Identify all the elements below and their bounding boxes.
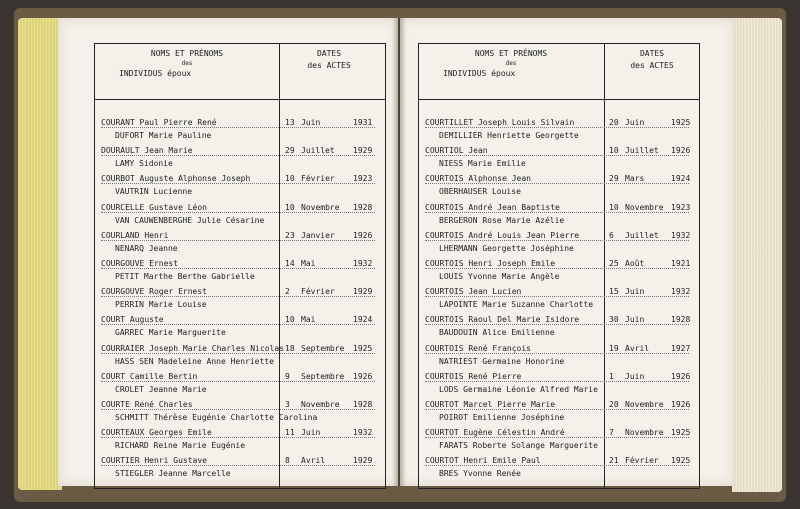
act-day: 10 bbox=[609, 146, 619, 156]
bride-name: CROLET Jeanne Marie bbox=[115, 384, 207, 394]
act-month: Juin bbox=[625, 287, 645, 297]
register-entry bbox=[419, 117, 699, 143]
register-entry bbox=[95, 202, 385, 228]
bride-name: DUFORT Marie Pauline bbox=[115, 131, 212, 140]
register-entry bbox=[95, 399, 385, 425]
register-entry bbox=[419, 314, 699, 340]
bride-name: NATRIEST Germaine Honorine bbox=[439, 356, 565, 366]
act-year: 1932 bbox=[671, 230, 691, 240]
header-rule bbox=[419, 99, 699, 100]
act-month: Avril bbox=[301, 456, 326, 466]
entry-underline bbox=[425, 437, 689, 438]
act-year: 1928 bbox=[671, 315, 691, 325]
act-day: 19 bbox=[609, 343, 619, 353]
entry-underline bbox=[101, 183, 375, 184]
groom-name: COURTOIS Jean Lucien bbox=[425, 287, 522, 297]
entry-underline bbox=[425, 465, 689, 466]
register-entry bbox=[419, 343, 699, 369]
groom-name: COURTIOL Jean bbox=[425, 146, 488, 156]
act-day: 13 bbox=[285, 118, 295, 127]
register-entry bbox=[95, 145, 385, 171]
groom-name: COURTILLET Joseph Louis Silvain bbox=[425, 118, 575, 127]
entry-underline bbox=[425, 127, 689, 128]
act-day: 10 bbox=[285, 202, 295, 212]
register-entry bbox=[95, 314, 385, 340]
act-year: 1923 bbox=[671, 202, 691, 212]
right-page bbox=[400, 18, 734, 486]
register-entry bbox=[419, 258, 699, 284]
act-month: Juin bbox=[301, 428, 321, 438]
register-entry bbox=[419, 173, 699, 199]
act-day: 10 bbox=[285, 315, 295, 325]
entry-underline bbox=[101, 324, 375, 325]
act-year: 1932 bbox=[671, 287, 691, 297]
register-entry bbox=[419, 202, 699, 228]
groom-name: COURRAIER Joseph Marie Charles Nicolas bbox=[101, 343, 285, 353]
act-year: 1926 bbox=[671, 400, 691, 409]
act-year: 1926 bbox=[671, 371, 691, 381]
bride-name: HASS SEN Madeleine Anne Henriette bbox=[115, 356, 274, 366]
act-year: 1932 bbox=[353, 259, 373, 268]
act-month: Avril bbox=[625, 343, 650, 353]
right-page-edges bbox=[732, 18, 782, 492]
groom-name: COURCELLE Gustave Léon bbox=[101, 202, 207, 212]
act-month: Juin bbox=[301, 118, 321, 127]
groom-name: COURTOIS René Pierre bbox=[425, 371, 522, 381]
bride-name: SCHMITT Thérèse Eugénie Charlotte Carolina bbox=[115, 413, 318, 422]
names-header-title: NOMS ET PRÉNOMS bbox=[150, 49, 224, 58]
act-month: Février bbox=[625, 456, 659, 466]
entry-underline bbox=[101, 465, 375, 466]
act-year: 1921 bbox=[671, 259, 691, 268]
act-year: 1926 bbox=[353, 371, 373, 381]
act-year: 1924 bbox=[671, 174, 691, 184]
act-day: 9 bbox=[285, 371, 290, 381]
act-year: 1925 bbox=[671, 456, 691, 466]
left-page bbox=[58, 18, 398, 486]
register-entry bbox=[419, 145, 699, 171]
entry-underline bbox=[425, 409, 689, 410]
register-entry bbox=[419, 427, 699, 453]
act-month: Mars bbox=[625, 174, 645, 184]
act-day: 10 bbox=[285, 174, 295, 184]
bride-name: LAPOINTE Marie Suzanne Charlotte bbox=[439, 300, 594, 310]
groom-name: COURTOIS René François bbox=[425, 343, 531, 353]
act-day: 29 bbox=[285, 146, 295, 156]
bride-name: LODS Germaine Léonie Alfred Marie bbox=[439, 384, 598, 394]
act-year: 1928 bbox=[353, 202, 373, 212]
header-rule bbox=[95, 99, 385, 100]
groom-name: COURTOIS Henri Joseph Emile bbox=[425, 259, 556, 268]
groom-name: COURGOUVE Ernest bbox=[101, 259, 179, 268]
entry-underline bbox=[101, 437, 375, 438]
entry-underline bbox=[425, 296, 689, 297]
entry-underline bbox=[425, 183, 689, 184]
act-day: 25 bbox=[609, 259, 619, 268]
act-day: 6 bbox=[609, 230, 614, 240]
act-day: 1 bbox=[609, 371, 614, 381]
entry-underline bbox=[101, 127, 375, 128]
entry-underline bbox=[101, 353, 375, 354]
bride-name: STIEGLER Jeanne Marcelle bbox=[115, 469, 231, 479]
register-entry bbox=[95, 427, 385, 453]
act-year: 1925 bbox=[671, 118, 691, 127]
act-day: 8 bbox=[285, 456, 290, 466]
register-entry bbox=[95, 258, 385, 284]
act-day: 21 bbox=[609, 456, 619, 466]
act-month: Février bbox=[301, 287, 335, 297]
act-day: 11 bbox=[285, 428, 295, 438]
dates-column-header bbox=[281, 48, 377, 72]
act-year: 1924 bbox=[353, 315, 373, 325]
act-year: 1931 bbox=[353, 118, 373, 127]
entry-underline bbox=[425, 324, 689, 325]
entry-underline bbox=[101, 212, 375, 213]
act-month: Septembre bbox=[301, 371, 345, 381]
act-day: 18 bbox=[285, 343, 295, 353]
bride-name: GARREC Marie Marguerite bbox=[115, 328, 226, 338]
bride-name: LAMY Sidonie bbox=[115, 159, 173, 169]
register-entry bbox=[95, 371, 385, 397]
act-day: 23 bbox=[285, 230, 295, 240]
act-month: Juin bbox=[625, 371, 645, 381]
act-year: 1929 bbox=[353, 146, 373, 156]
act-day: 10 bbox=[609, 202, 619, 212]
act-month: Novembre bbox=[625, 428, 664, 438]
act-month: Août bbox=[625, 259, 645, 268]
act-day: 20 bbox=[609, 118, 619, 127]
register-entry bbox=[419, 455, 699, 481]
register-entry bbox=[95, 117, 385, 143]
names-header-des: des bbox=[181, 60, 193, 67]
act-year: 1927 bbox=[671, 343, 691, 353]
dates-header-title: DATES bbox=[316, 49, 342, 58]
act-month: Juillet bbox=[625, 230, 659, 240]
act-month: Février bbox=[301, 174, 335, 184]
entry-underline bbox=[101, 240, 375, 241]
right-register-table bbox=[418, 43, 700, 489]
act-day: 3 bbox=[285, 400, 290, 409]
act-month: Juillet bbox=[625, 146, 659, 156]
entry-underline bbox=[101, 409, 375, 410]
book-gutter bbox=[392, 18, 406, 486]
act-year: 1925 bbox=[353, 343, 373, 353]
names-header-des: des bbox=[505, 60, 517, 67]
names-header-sub: INDIVIDUS époux bbox=[443, 69, 516, 78]
register-entry bbox=[95, 230, 385, 256]
names-header-title: NOMS ET PRÉNOMS bbox=[474, 49, 548, 58]
groom-name: COURLAND Henri bbox=[101, 230, 169, 240]
register-entry bbox=[419, 399, 699, 425]
groom-name: COURTOT Henri Emile Paul bbox=[425, 456, 541, 466]
act-month: Janvier bbox=[301, 230, 335, 240]
act-month: Novembre bbox=[301, 202, 340, 212]
act-month: Juillet bbox=[301, 146, 335, 156]
entry-underline bbox=[425, 381, 689, 382]
dates-header-sub: des ACTES bbox=[307, 61, 351, 70]
act-year: 1932 bbox=[353, 428, 373, 438]
entry-underline bbox=[101, 155, 375, 156]
act-year: 1928 bbox=[353, 400, 373, 409]
register-entry bbox=[95, 343, 385, 369]
act-year: 1929 bbox=[353, 456, 373, 466]
act-month: Novembre bbox=[301, 400, 340, 409]
act-year: 1926 bbox=[353, 230, 373, 240]
names-header-sub: INDIVIDUS époux bbox=[119, 69, 192, 78]
groom-name: COURBOT Auguste Alphonse Joseph bbox=[101, 174, 251, 184]
act-month: Juin bbox=[625, 118, 645, 127]
bride-name: BAUDOUIN Alice Emilienne bbox=[439, 328, 555, 338]
left-register-table bbox=[94, 43, 386, 489]
act-day: 2 bbox=[285, 287, 290, 297]
act-month: Septembre bbox=[301, 343, 345, 353]
groom-name: COURANT Paul Pierre René bbox=[101, 118, 217, 127]
names-column-header bbox=[419, 48, 603, 80]
act-day: 20 bbox=[609, 400, 619, 409]
bride-name: PETIT Marthe Berthe Gabrielle bbox=[115, 272, 255, 281]
dates-header-title: DATES bbox=[639, 49, 665, 58]
act-month: Mai bbox=[301, 315, 316, 325]
groom-name: COURTEAUX Georges Emile bbox=[101, 428, 212, 438]
bride-name: RICHARD Reine Marie Eugénie bbox=[115, 441, 246, 451]
entry-underline bbox=[101, 268, 375, 269]
groom-name: COURTOIS Alphonse Jean bbox=[425, 174, 531, 184]
act-day: 14 bbox=[285, 259, 295, 268]
entry-underline bbox=[101, 296, 375, 297]
groom-name: COURT Auguste bbox=[101, 315, 164, 325]
groom-name: COURTIER Henri Gustave bbox=[101, 456, 207, 466]
bride-name: PERRIN Marie Louise bbox=[115, 300, 207, 310]
groom-name: COURTOT Eugène Célestin André bbox=[425, 428, 565, 438]
groom-name: COURGOUVE Roger Ernest bbox=[101, 287, 207, 297]
groom-name: COURTOIS Raoul Del Marie Isidore bbox=[425, 315, 580, 325]
register-entry bbox=[95, 286, 385, 312]
act-day: 29 bbox=[609, 174, 619, 184]
act-year: 1923 bbox=[353, 174, 373, 184]
register-entry bbox=[419, 230, 699, 256]
bride-name: NENARQ Jeanne bbox=[115, 243, 178, 253]
bride-name: DEMILLIER Henriette Georgette bbox=[439, 131, 579, 140]
bride-name: OBERHAUSER Louise bbox=[439, 187, 521, 197]
entry-underline bbox=[425, 353, 689, 354]
entry-underline bbox=[425, 240, 689, 241]
act-day: 15 bbox=[609, 287, 619, 297]
groom-name: COURTOT Marcel Pierre Marie bbox=[425, 400, 556, 409]
act-year: 1925 bbox=[671, 428, 691, 438]
bride-name: FARATS Roberte Solange Marguerite bbox=[439, 441, 598, 451]
groom-name: COURT Camille Bertin bbox=[101, 371, 198, 381]
bride-name: BRES Yvonne Renée bbox=[439, 469, 521, 479]
register-entry bbox=[419, 286, 699, 312]
register-entry bbox=[95, 455, 385, 481]
left-page-edges bbox=[18, 18, 62, 490]
bride-name: VAUTRIN Lucienne bbox=[115, 187, 193, 197]
act-year: 1926 bbox=[671, 146, 691, 156]
dates-column-header bbox=[605, 48, 699, 72]
groom-name: DOURAULT Jean Marie bbox=[101, 146, 193, 156]
names-column-header bbox=[95, 48, 279, 80]
groom-name: COURTE René Charles bbox=[101, 400, 193, 409]
act-day: 7 bbox=[609, 428, 614, 438]
dates-header-sub: des ACTES bbox=[630, 61, 674, 70]
register-entry bbox=[419, 371, 699, 397]
act-day: 30 bbox=[609, 315, 619, 325]
act-year: 1929 bbox=[353, 287, 373, 297]
act-month: Juin bbox=[625, 315, 645, 325]
bride-name: NIESS Marie Emilie bbox=[439, 159, 526, 169]
act-month: Novembre bbox=[625, 202, 664, 212]
bride-name: VAN CAUWENBERGHE Julie Césarine bbox=[115, 215, 265, 225]
entry-underline bbox=[425, 212, 689, 213]
act-month: Novembre bbox=[625, 400, 664, 409]
register-entry bbox=[95, 173, 385, 199]
bride-name: LHERMANN Georgette Joséphine bbox=[439, 243, 574, 253]
entry-underline bbox=[425, 155, 689, 156]
bride-name: LOUIS Yvonne Marie Angèle bbox=[439, 272, 560, 281]
entry-underline bbox=[425, 268, 689, 269]
bride-name: BERGERON Rose Marie Azélie bbox=[439, 215, 565, 225]
bride-name: POIROT Emilienne Joséphine bbox=[439, 413, 565, 422]
groom-name: COURTOIS André Louis Jean Pierre bbox=[425, 230, 580, 240]
act-month: Mai bbox=[301, 259, 316, 268]
entry-underline bbox=[101, 381, 375, 382]
groom-name: COURTOIS André Jean Baptiste bbox=[425, 202, 560, 212]
